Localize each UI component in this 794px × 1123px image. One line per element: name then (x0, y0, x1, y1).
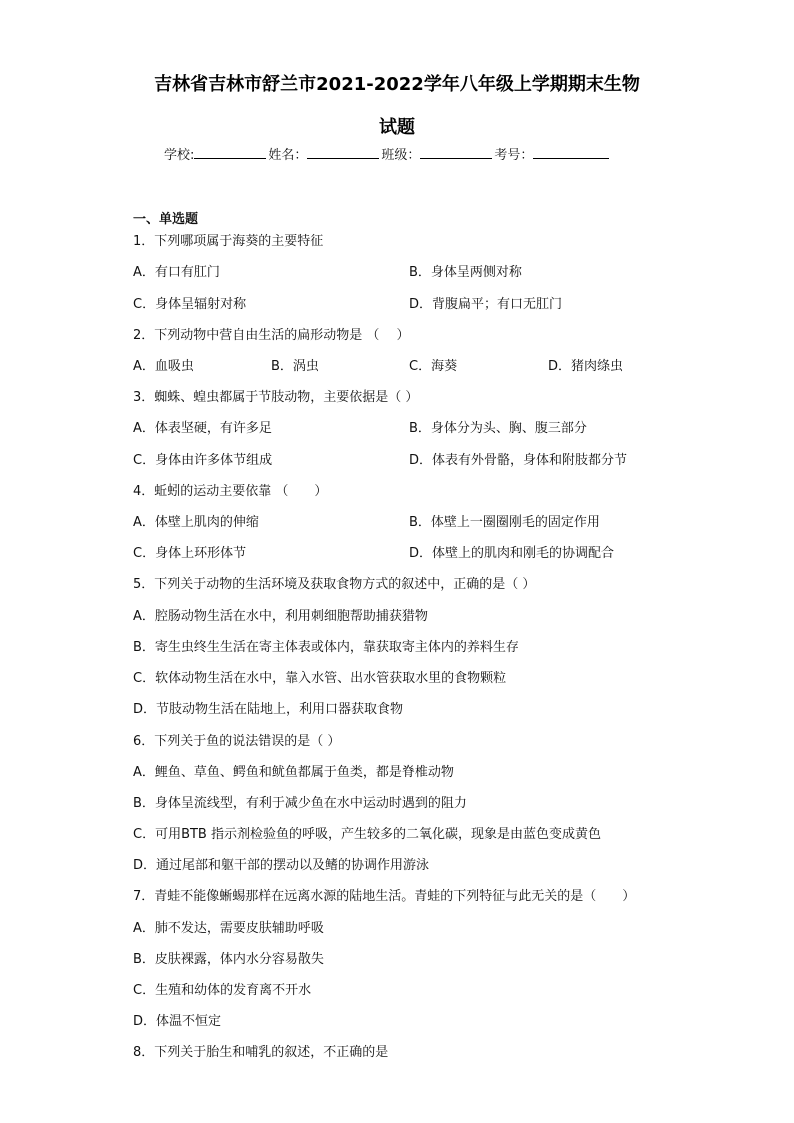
class-label: 班级： (381, 148, 421, 163)
school-label: 学校: (164, 148, 195, 163)
option-b[interactable]: B．涡虫 (271, 359, 319, 374)
option-c[interactable]: C．海葵 (409, 359, 458, 374)
question-stem: 7．青蛙不能像蜥蜴那样在远离水源的陆地生活。青蛙的下列特征与此无关的是（ ） (133, 889, 636, 904)
option-a[interactable]: A．腔肠动物生活在水中，利用刺细胞帮助捕获猎物 (133, 609, 428, 624)
number-field[interactable] (533, 144, 609, 159)
question-stem: 2．下列动物中营自由生活的扁形动物是 （ ） (133, 328, 410, 343)
option-d[interactable]: D．猪肉绦虫 (548, 359, 624, 374)
school-field[interactable] (194, 144, 266, 159)
question-stem: 3．蜘蛛、蝗虫都属于节肢动物，主要依据是（ ） (133, 390, 419, 405)
option-c[interactable]: C．身体呈辐射对称 (133, 297, 247, 312)
option-c[interactable]: C．可用BTB 指示剂检验鱼的呼吸，产生较多的二氧化碳，现象是由蓝色变成黄色 (133, 827, 601, 842)
name-label: 姓名： (268, 148, 308, 163)
option-b[interactable]: B．身体分为头、胸、腹三部分 (409, 421, 587, 436)
question-stem: 5．下列关于动物的生活环境及获取食物方式的叙述中，正确的是（ ） (133, 577, 536, 592)
option-b[interactable]: B．体壁上一圈圈刚毛的固定作用 (409, 515, 600, 530)
question-stem: 1．下列哪项属于海葵的主要特征 (133, 234, 324, 249)
option-d[interactable]: D．通过尾部和躯干部的摆动以及鳍的协调作用游泳 (133, 858, 430, 873)
option-a[interactable]: A．体表坚硬，有许多足 (133, 421, 272, 436)
option-a[interactable]: A．鲤鱼、草鱼、鳄鱼和鱿鱼都属于鱼类，都是脊椎动物 (133, 765, 454, 780)
exam-title-line1: 吉林省吉林市舒兰市2021-2022学年八年级上学期期末生物 (154, 74, 640, 95)
option-d[interactable]: D．体壁上的肌肉和刚毛的协调配合 (409, 546, 615, 561)
option-a[interactable]: A．血吸虫 (133, 359, 194, 374)
option-b[interactable]: B．寄生虫终生生活在寄主体表或体内，靠获取寄主体内的养料生存 (133, 640, 519, 655)
option-a[interactable]: A．体壁上肌肉的伸缩 (133, 515, 259, 530)
option-d[interactable]: D．背腹扁平；有口无肛门 (409, 297, 563, 312)
question-stem: 4．蚯蚓的运动主要依靠 （ ） (133, 484, 328, 499)
option-d[interactable]: D．体表有外骨骼，身体和附肢都分节 (409, 453, 628, 468)
option-c[interactable]: C．身体由许多体节组成 (133, 453, 273, 468)
option-a[interactable]: A．肺不发达，需要皮肤辅助呼吸 (133, 921, 324, 936)
option-c[interactable]: C．身体上环形体节 (133, 546, 247, 561)
name-field[interactable] (307, 144, 379, 159)
section-title: 一、单选题 (133, 212, 199, 227)
student-info-row (164, 144, 611, 163)
option-d[interactable]: D．节肢动物生活在陆地上，利用口器获取食物 (133, 702, 404, 717)
question-stem: 6．下列关于鱼的说法错误的是（ ） (133, 734, 341, 749)
option-b[interactable]: B．皮肤裸露，体内水分容易散失 (133, 952, 324, 967)
option-a[interactable]: A．有口有肛门 (133, 265, 220, 280)
option-d[interactable]: D．体温不恒定 (133, 1014, 222, 1029)
class-field[interactable] (420, 144, 492, 159)
option-b[interactable]: B．身体呈流线型，有利于减少鱼在水中运动时遇到的阻力 (133, 796, 467, 811)
number-label: 考号： (494, 148, 534, 163)
option-c[interactable]: C．生殖和幼体的发育离不开水 (133, 983, 312, 998)
option-b[interactable]: B．身体呈两侧对称 (409, 265, 522, 280)
exam-title-line2: 试题 (379, 117, 415, 138)
question-stem: 8．下列关于胎生和哺乳的叙述，不正确的是 (133, 1045, 389, 1060)
option-c[interactable]: C．软体动物生活在水中，靠入水管、出水管获取水里的食物颗粒 (133, 671, 507, 686)
